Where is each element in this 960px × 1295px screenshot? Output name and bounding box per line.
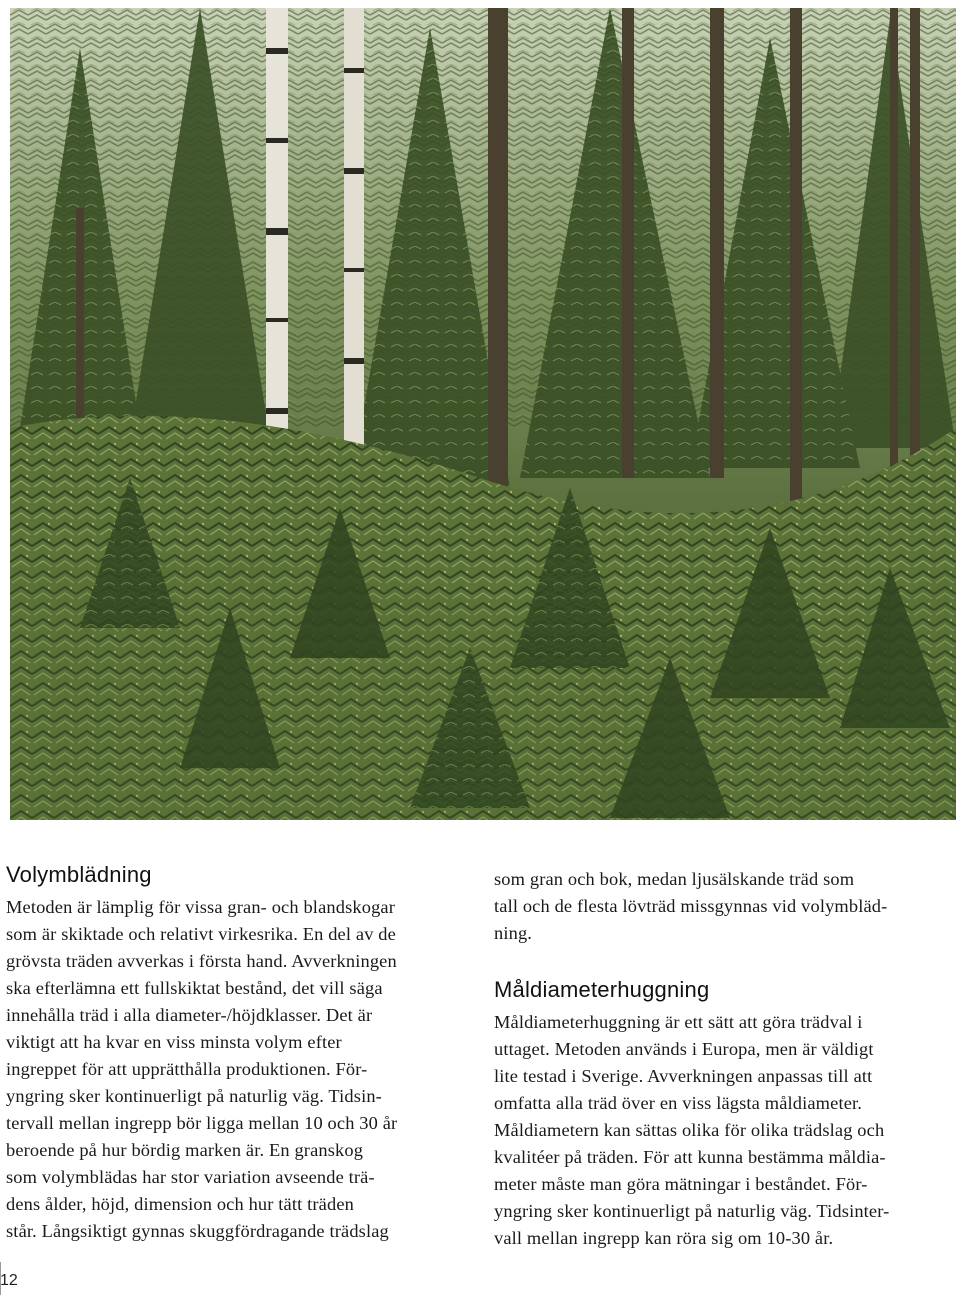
maldiameter-section <box>494 971 954 1252</box>
text-line: Metoden är lämplig för vissa gran- och blandskogar <box>6 897 395 917</box>
text-line: Måldiametern kan sättas olika för olika trädslag och <box>494 1120 885 1140</box>
text-line: kvalitéer på träden. För att kunna bestämma måldia- <box>494 1147 886 1167</box>
text-line: som gran och bok, medan ljusälskande träd som <box>494 869 855 889</box>
maldiameter-body <box>494 1009 954 1252</box>
text-line: meter måste man göra mätningar i beståndet. För- <box>494 1174 868 1194</box>
text-line: uttaget. Metoden används i Europa, men är väldigt <box>494 1039 874 1059</box>
text-line: ingreppet för att upprätthålla produktionen. För- <box>6 1059 368 1079</box>
text-line: ska efterlämna ett fullskiktat bestånd, det vill säga <box>6 978 383 998</box>
forest-photo <box>10 8 956 820</box>
text-line: Måldiameterhuggning är ett sätt att göra trädval i <box>494 1012 863 1032</box>
volymbladning-body <box>6 894 468 1245</box>
text-line: viktigt att ha kvar en viss minsta volym efter <box>6 1032 342 1052</box>
text-line: som är skiktade och relativt virkesrika. En del av de <box>6 924 396 944</box>
text-line: dens ålder, höjd, dimension och hur tätt träden <box>6 1194 354 1214</box>
section-heading-volymbladning: Volymblädning <box>6 862 152 887</box>
forest-photo-illustration <box>10 8 956 820</box>
text-line: beroende på hur bördig marken är. En granskog <box>6 1140 364 1160</box>
section-heading-maldiameterhuggning: Måldiameterhuggning <box>494 977 710 1002</box>
text-line: tervall mellan ingrepp bör ligga mellan 10 och 30 år <box>6 1113 398 1133</box>
left-column <box>6 856 468 1245</box>
page-number: 12 <box>0 1272 18 1289</box>
text-line: tall och de flesta lövträd missgynnas vid volymbläd- <box>494 896 888 916</box>
right-column <box>494 856 954 1252</box>
text-line: ning. <box>494 923 533 943</box>
text-line: innehålla träd i alla diameter-/höjdklasser. Det är <box>6 1005 373 1025</box>
text-line: omfatta alla träd över en viss lägsta måldiameter. <box>494 1093 863 1113</box>
text-line: yngring sker kontinuerligt på naturlig väg. Tidsin- <box>6 1086 382 1106</box>
volymbladning-continuation <box>494 866 954 947</box>
text-line: grövsta träden avverkas i första hand. Avverkningen <box>6 951 397 971</box>
text-line: som volymblädas har stor variation avseende trä- <box>6 1167 375 1187</box>
text-line: lite testad i Sverige. Avverkningen anpassas till att <box>494 1066 873 1086</box>
text-line: står. Långsiktigt gynnas skuggfördragande trädslag <box>6 1221 389 1241</box>
text-line: vall mellan ingrepp kan röra sig om 10-30 år. <box>494 1228 834 1248</box>
text-line: yngring sker kontinuerligt på naturlig väg. Tidsinter- <box>494 1201 890 1221</box>
